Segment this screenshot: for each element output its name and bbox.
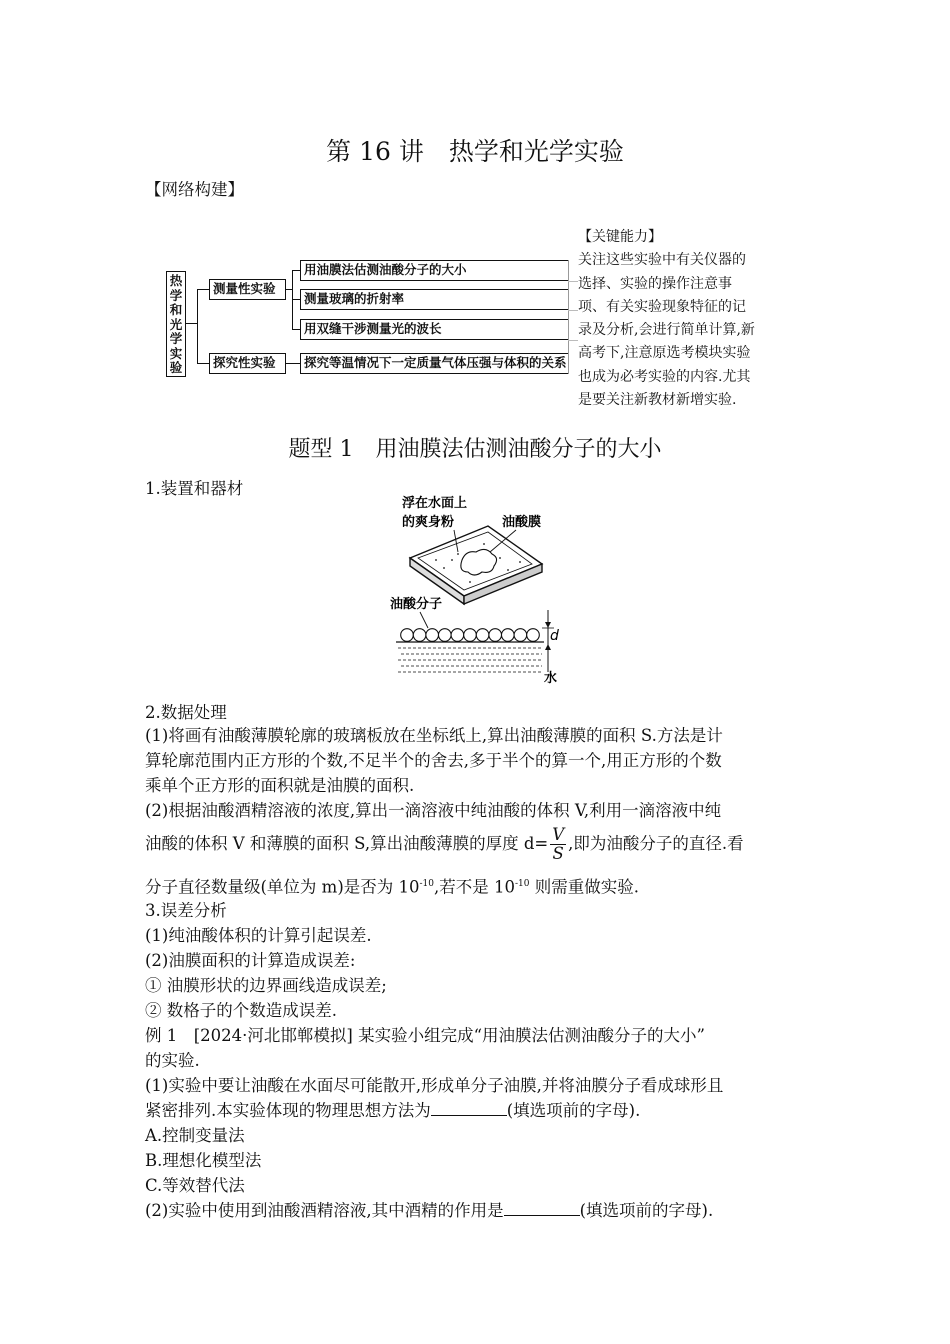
error-item: (2)油膜面积的计算造成误差: (145, 951, 356, 970)
section-title: 题型 1 用油膜法估测油酸分子的大小 (288, 437, 662, 462)
key-ability-line: 选择、实验的操作注意事 (578, 275, 732, 292)
label-d: d (550, 628, 559, 644)
paragraph-line: 算轮廓范围内正方形的个数,不足半个的舍去,多于半个的算一个,用正方形的个数 (145, 751, 722, 770)
molecule-circle (401, 629, 414, 642)
molecule-circle (502, 629, 515, 642)
option-c: C.等效替代法 (145, 1176, 245, 1195)
answer-blank[interactable] (431, 1099, 507, 1116)
key-ability-heading: 【关键能力】 (578, 229, 662, 245)
option-a: A.控制变量法 (145, 1126, 245, 1145)
key-ability-line: 是要关注新教材新增实验. (578, 392, 737, 409)
tree-leaf-refraction: 测量玻璃的折射率 (300, 289, 568, 310)
molecule-circle (413, 629, 426, 642)
tree-leaf-gas-law: 探究等温情况下一定质量气体压强与体积的关系 (300, 353, 568, 374)
tree-leaf-double-slit: 用双缝干涉测量光的波长 (300, 319, 568, 340)
molecule-circle (489, 629, 502, 642)
label-water: 水 (544, 671, 558, 686)
molecule-circle (464, 629, 477, 642)
label-molecule: 油酸分子 (390, 597, 443, 612)
key-ability-line: 录及分析,会进行简单计算,新 (578, 322, 755, 339)
molecule-circle (527, 629, 540, 642)
paragraph-line: (1)将画有油酸薄膜轮廓的玻璃板放在坐标纸上,算出油酸薄膜的面积 S.方法是计 (145, 726, 723, 745)
subsection-data: 2.数据处理 (145, 703, 227, 722)
error-item: (1)纯油酸体积的计算引起误差. (145, 926, 372, 945)
subsection-error: 3.误差分析 (145, 901, 227, 920)
tree-root: 热学和光学实验 (166, 271, 186, 377)
molecule-circle (451, 629, 464, 642)
water-drawing (398, 648, 542, 672)
key-ability-line: 也成为必考实验的内容.尤其 (578, 368, 751, 385)
key-ability (578, 226, 778, 412)
example-line: 例 1 [2024·河北邯郸模拟] 某实验小组完成“用油膜法估测油酸分子的大小” (145, 1026, 705, 1045)
subsection-apparatus: 1.装置和器材 (145, 479, 244, 498)
network-label: 【网络构建】 (145, 180, 244, 199)
error-item: ① 油膜形状的边界画线造成误差; (145, 976, 387, 995)
example-line: 的实验. (145, 1051, 200, 1070)
tree-branch-explore: 探究性实验 (209, 353, 286, 374)
question-line: (2)实验中使用到油酸酒精溶液,其中酒精的作用是 (填选项前的字母). (145, 1201, 714, 1220)
answer-blank[interactable] (504, 1199, 580, 1216)
label-oil-film: 油酸膜 (502, 515, 542, 530)
tree-branch-measure: 测量性实验 (209, 279, 286, 300)
paragraph-line: (2)根据油酸酒精溶液的浓度,算出一滴溶液中纯油酸的体积 V,利用一滴溶液中纯 (145, 801, 722, 820)
paragraph-line: 乘单个正方形的面积就是油膜的面积. (145, 776, 415, 795)
paragraph-line: 分子直径数量级(单位为 m)是否为 $10^{-10}$,若不是 $10^{-10}$ 则需重做实验. (145, 877, 640, 897)
fraction: $\frac{V}{S}$ (552, 825, 565, 863)
question-line: 紧密排列.本实验体现的物理思想方法为 (填选项前的字母). (145, 1101, 641, 1120)
molecule-circle (514, 629, 527, 642)
question-line: (1)实验中要让油酸在水面尽可能散开,形成单分子油膜,并将油膜分子看成球形且 (145, 1076, 724, 1095)
molecule-circle (426, 629, 439, 642)
option-b: B.理想化模型法 (145, 1151, 262, 1170)
key-ability-line: 关注这些实验中有关仪器的 (578, 252, 746, 269)
tree-leaf-oil-film: 用油膜法估测油酸分子的大小 (300, 260, 568, 281)
molecule-circle (439, 629, 452, 642)
lecture-title: 第 16 讲 热学和光学实验 (326, 137, 624, 166)
label-powder-2: 的爽身粉 (402, 515, 455, 530)
apparatus-figure (380, 490, 580, 690)
molecule-circle (476, 629, 489, 642)
key-ability-line: 高考下,注意原选考模块实验 (578, 345, 751, 362)
key-ability-line: 项、有关实验现象特征的记 (578, 298, 746, 315)
error-item: ② 数格子的个数造成误差. (145, 1001, 337, 1020)
label-powder-1: 浮在水面上 (402, 496, 468, 511)
molecule-row (401, 629, 540, 642)
paragraph-line-formula: 油酸的体积 V 和薄膜的面积 S,算出油酸薄膜的厚度 d= $\frac{V}{S}$ ,即为油酸分子的直径.看 (145, 825, 744, 863)
